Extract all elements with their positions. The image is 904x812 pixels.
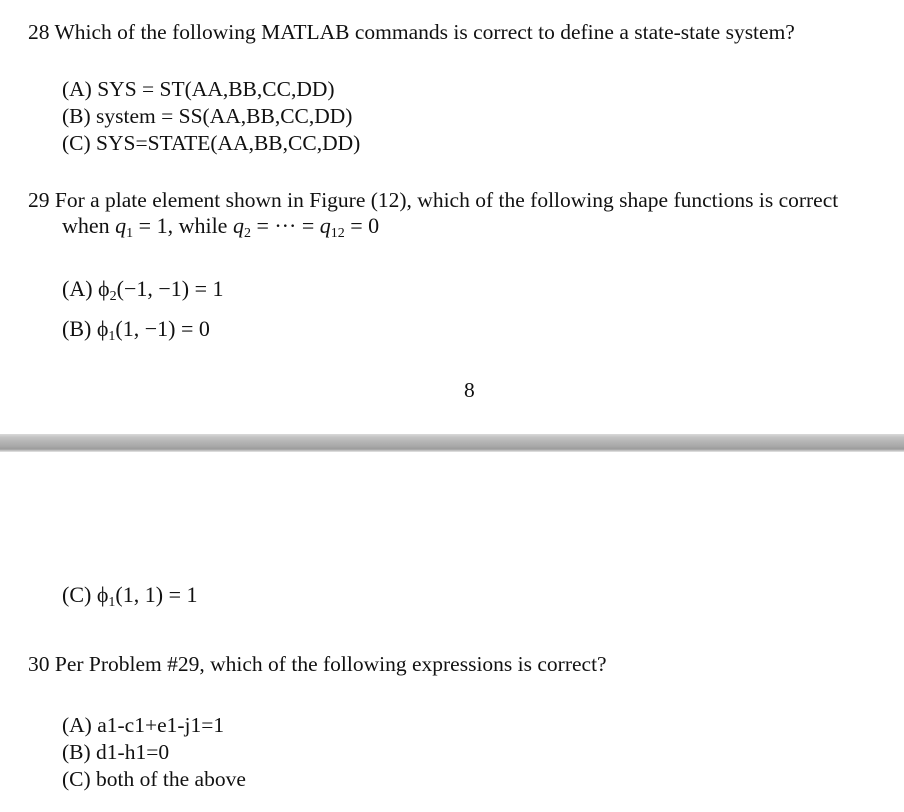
page-9: [0, 452, 904, 812]
sub-2: 2: [243, 226, 251, 241]
question-28-option-a: (A) SYS = ST(AA,BB,CC,DD): [62, 77, 335, 101]
phi-symbol: ϕ: [96, 582, 109, 607]
phi-symbol: ϕ: [96, 316, 109, 341]
phi-subscript: 1: [108, 329, 116, 344]
question-29-option-c: [62, 582, 197, 616]
option-args: (−1, −1) = 1: [116, 276, 224, 301]
option-label: (C): [62, 582, 97, 607]
question-30-option-a: (A) a1-c1+e1-j1=1: [62, 713, 225, 737]
option-label: (B): [62, 316, 97, 341]
option-label: (A): [62, 276, 99, 301]
question-28-stem: 28 Which of the following MATLAB commands is correct to define a state-state system?: [28, 20, 795, 44]
page-break-separator: [0, 434, 904, 452]
eq3-text: = 0: [344, 213, 380, 238]
question-28-option-b: (B) system = SS(AA,BB,CC,DD): [62, 104, 353, 128]
phi-subscript: 2: [109, 289, 117, 304]
question-30-option-b: (B) d1-h1=0: [62, 740, 170, 764]
phi-symbol: ϕ: [98, 276, 110, 301]
question-29-option-b: [62, 316, 210, 350]
phi-subscript: 1: [108, 595, 116, 610]
stem-when-text: when: [62, 213, 116, 238]
ellipsis-text: = ··· =: [250, 213, 320, 238]
var-q: q: [115, 213, 127, 238]
question-28-option-c: (C) SYS=STATE(AA,BB,CC,DD): [62, 131, 361, 155]
question-29-option-a: [62, 276, 224, 310]
question-29-stem-line1: 29 For a plate element shown in Figure (12), which of the following shape functions is correct: [28, 188, 839, 212]
var-q: q: [232, 213, 244, 238]
question-29-stem-line2: [62, 213, 379, 247]
page-number: 8: [464, 378, 475, 402]
eq1-text: = 1, while: [133, 213, 233, 238]
question-30-stem: 30 Per Problem #29, which of the following expressions is correct?: [28, 652, 607, 676]
var-q: q: [319, 213, 331, 238]
option-args: (1, 1) = 1: [115, 582, 198, 607]
sub-12: 12: [330, 226, 345, 241]
question-30-option-c: (C) both of the above: [62, 767, 246, 791]
option-args: (1, −1) = 0: [115, 316, 210, 341]
sub-1: 1: [126, 226, 134, 241]
